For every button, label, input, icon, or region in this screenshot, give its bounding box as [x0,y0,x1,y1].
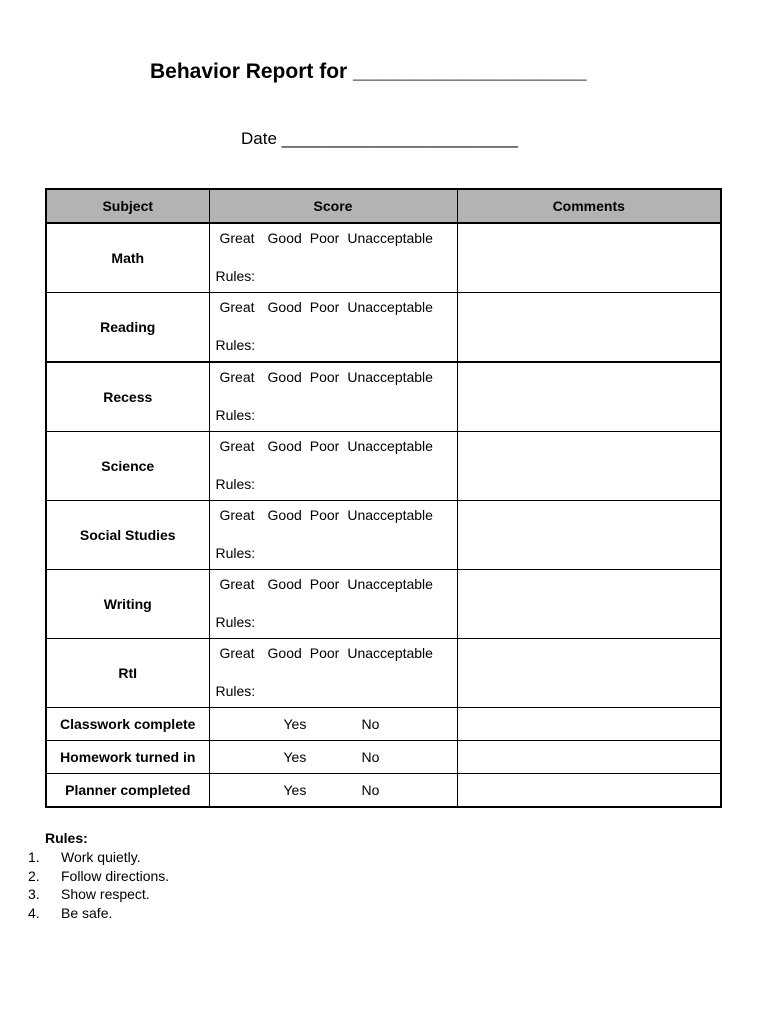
score-option-great: Great [219,507,255,523]
list-item [28,848,169,867]
score-option-unacceptable: Unacceptable [347,576,433,592]
subject-cell: RtI [46,639,209,708]
rule-text: Work quietly. [61,849,141,865]
score-cell [209,293,457,363]
score-option-unacceptable: Unacceptable [347,369,433,385]
subject-cell: Social Studies [46,501,209,570]
score-option-great: Great [219,299,255,315]
table-row [46,708,721,741]
subject-cell: Classwork complete [46,708,209,741]
score-cell [209,223,457,293]
score-cell [209,570,457,639]
score-option-good: Good [267,438,302,454]
column-header-subject: Subject [46,189,209,223]
score-option-great: Great [219,369,255,385]
score-option-good: Good [267,507,302,523]
score-option-great: Great [219,438,255,454]
score-option-great: Great [219,645,255,661]
score-option-unacceptable: Unacceptable [347,299,433,315]
score-option-unacceptable: Unacceptable [347,507,433,523]
yes-option: Yes [283,716,307,732]
rules-list [28,848,169,922]
comments-cell [457,570,721,639]
score-option-good: Good [267,230,302,246]
subject-cell: Science [46,432,209,501]
no-option: No [361,782,380,798]
rules-label: Rules: [215,476,256,492]
rule-number: 1. [28,849,40,865]
no-option: No [361,716,380,732]
table-row [46,362,721,432]
score-option-good: Good [267,576,302,592]
list-item [28,867,169,886]
score-option-poor: Poor [309,438,340,454]
score-option-good: Good [267,299,302,315]
comments-cell [457,501,721,570]
list-item [28,885,169,904]
score-cell [209,362,457,432]
score-option-poor: Poor [309,230,340,246]
score-option-unacceptable: Unacceptable [347,645,433,661]
score-option-great: Great [219,230,255,246]
yes-no-cell [209,774,457,808]
table-row [46,570,721,639]
score-option-unacceptable: Unacceptable [347,230,433,246]
table-row [46,432,721,501]
score-option-poor: Poor [309,576,340,592]
subject-cell: Planner completed [46,774,209,808]
rule-number: 4. [28,904,40,921]
rules-label: Rules: [215,407,256,423]
rules-label: Rules: [215,614,256,630]
yes-no-cell [209,708,457,741]
column-header-score: Score [209,189,457,223]
rule-text: Show respect. [61,886,150,903]
table-row [46,223,721,293]
yes-option: Yes [283,749,307,765]
yes-no-cell [209,741,457,774]
comments-cell [457,293,721,363]
behavior-table [45,188,722,808]
date-line: Date _________________________ [241,129,518,148]
rules-section [28,830,169,922]
comments-cell [457,362,721,432]
subject-cell: Writing [46,570,209,639]
subject-cell: Recess [46,362,209,432]
rule-number: 3. [28,886,40,903]
table-row [46,639,721,708]
score-option-poor: Poor [309,369,340,385]
list-item [28,904,169,923]
rule-number: 2. [28,867,40,884]
rule-text: Be safe. [61,904,113,921]
score-option-good: Good [267,369,302,385]
rules-label: Rules: [215,268,256,284]
rules-label: Rules: [215,337,256,353]
rules-label: Rules: [215,545,256,561]
score-cell [209,501,457,570]
score-option-unacceptable: Unacceptable [347,438,433,454]
rules-label: Rules: [215,683,256,699]
subject-cell: Math [46,223,209,293]
comments-cell [457,639,721,708]
comments-cell [457,708,721,741]
no-option: No [361,749,380,765]
comments-cell [457,432,721,501]
score-cell [209,432,457,501]
table-row [46,293,721,363]
score-option-good: Good [267,645,302,661]
report-title: Behavior Report for ____________________ [150,60,587,83]
table-row [46,501,721,570]
rules-heading: Rules: [45,830,88,846]
column-header-comments: Comments [457,189,721,223]
subject-cell: Reading [46,293,209,363]
table-row [46,774,721,808]
table-row [46,741,721,774]
yes-option: Yes [283,782,307,798]
comments-cell [457,774,721,808]
comments-cell [457,741,721,774]
score-option-poor: Poor [309,645,340,661]
score-cell [209,639,457,708]
rule-text: Follow directions. [61,867,170,884]
comments-cell [457,223,721,293]
subject-cell: Homework turned in [46,741,209,774]
score-option-poor: Poor [309,507,340,523]
score-option-poor: Poor [309,299,340,315]
score-option-great: Great [219,576,255,592]
table-header-row [46,189,721,223]
